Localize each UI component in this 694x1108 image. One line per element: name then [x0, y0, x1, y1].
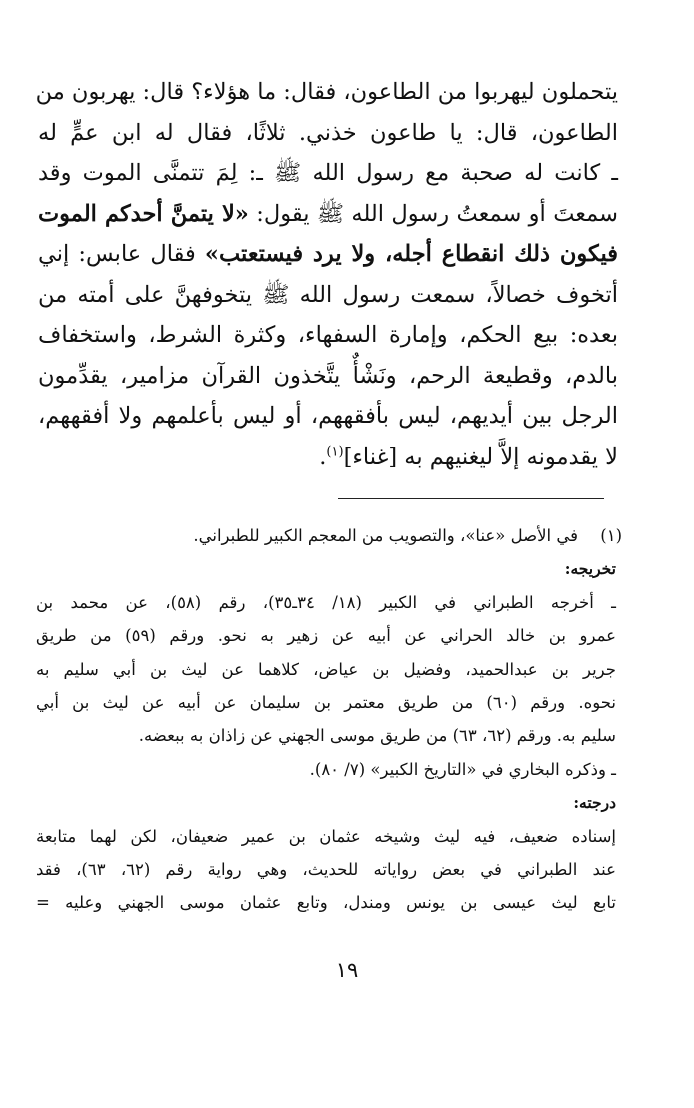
footnotes	[36, 519, 622, 920]
text-line: الطاعون، قال: يا طاعون خذني. ثلاثًا، فقال له ابن عمٍّ له	[38, 119, 618, 146]
hadith-quote: «لا يتمنَّ أحدكم الموت	[38, 200, 249, 227]
footnote-reference[interactable]: (١)	[326, 444, 344, 459]
daraja-line: عند الطبراني في بعض رواياته للحديث، وهي رواية رقم (٦٢، ٦٣)، فقد	[36, 859, 616, 879]
text-line: أتخوف خصالاً، سمعت رسول الله ﷺ يتخوفهنَّ على أمته من	[38, 281, 618, 308]
takhrij-line: عمرو بن خالد الحراني عن أبيه عن زهير به نحو. ورقم (٥٩) من طريق	[36, 626, 616, 646]
takhrij-line: ـ وذكره البخاري في «التاريخ الكبير» (٧/ ٨٠).	[309, 759, 616, 779]
main-text	[35, 72, 618, 477]
text-line: بعده: بيع الحكم، وإمارة السفهاء، وكثرة الشرط، واستخفاف	[38, 322, 618, 348]
daraja-line: إسناده ضعيف، فيه ليث وشيخه عثمان بن عمير ضعيفان، لكن لهما متابعة	[36, 826, 616, 846]
daraja-heading-line	[36, 786, 616, 819]
footnote-text: في الأصل «عنا»، والتصويب من المعجم الكبير للطبراني.	[193, 526, 578, 545]
text-segment: سمعتَ أو سمعتُ رسول الله ﷺ يقول:	[248, 200, 618, 227]
takhrij-line: سليم به. ورقم (٦٢، ٦٣) من طريق موسى الجهني عن زاذان به ببعضه.	[138, 726, 616, 746]
text-line: يتحملون ليهربوا من الطاعون، فقال: ما هؤلاء؟ قال: يهربون من	[35, 79, 618, 105]
hadith-quote: فيكون ذلك انقطاع أجله، ولا يرد فيستعتب»	[204, 241, 618, 267]
text-line: ـ كانت له صحبة مع رسول الله ﷺ ـ: لِمَ تتمنَّى الموت وقد	[38, 160, 618, 186]
text-segment: فقال عابس: إني	[38, 241, 205, 267]
text-line	[38, 234, 618, 275]
takhrij-line: نحوه. ورقم (٦٠) من طريق معتمر بن سليمان عن أبيه عن ليث بن أبي	[36, 692, 617, 712]
footnote-divider	[338, 498, 604, 499]
text-segment: .	[319, 443, 327, 470]
takhrij-line: ـ أخرجه الطبراني في الكبير (١٨/ ٣٤ـ٣٥)، رقم (٥٨)، عن محمد بن	[36, 592, 617, 612]
text-line: الرجل بين أيديهم، ليس بأفقههم، أو ليس بأعلمهم ولا أفقههم،	[38, 403, 618, 429]
daraja-line: تابع ليث عيسى بن يونس ومندل، وتابع عثمان موسى الجهني وعليه =	[36, 893, 616, 913]
text-segment: لا يقدمونه إلاَّ ليغنيهم به [غناء]	[343, 443, 618, 470]
takhrij-line: جرير بن عبدالحميد، وفضيل بن عياض، كلاهما عن ليث بن أبي سليم به	[36, 659, 616, 679]
footnote-line	[36, 519, 622, 552]
text-line	[38, 194, 618, 235]
text-line: بالدم، وقطيعة الرحم، ونَشْأٌ يتَّخذون القرآن مزامير، يقدِّمون	[38, 362, 618, 389]
footnote-marker: (١)	[600, 526, 622, 545]
takhrij-heading: تخريجه:	[564, 559, 616, 579]
takhrij-heading-line	[36, 552, 616, 585]
daraja-heading: درجته:	[573, 793, 616, 813]
page-number: ١٩	[335, 958, 359, 982]
text-line	[38, 437, 618, 478]
